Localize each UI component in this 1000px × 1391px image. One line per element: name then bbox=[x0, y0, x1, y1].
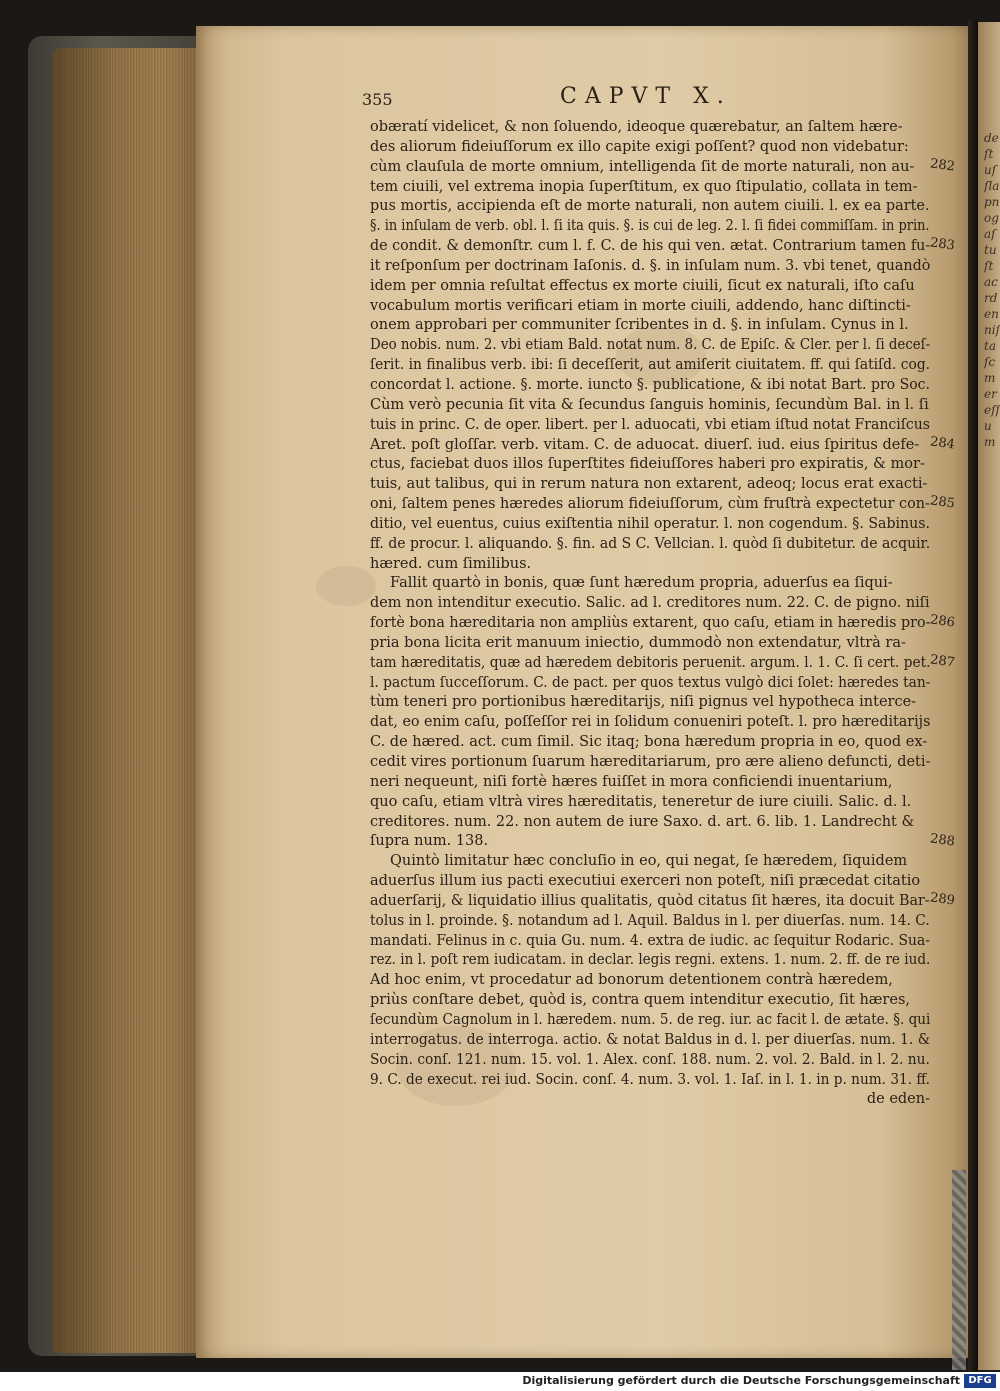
text-line: onem approbari per communiter ſcribentes in d. §. in inſulam. Cynus in l. bbox=[370, 317, 909, 334]
text-line: tuis in princ. C. de oper. libert. per l. aduocati, vbi etiam iſtud notat Franciſcus bbox=[370, 416, 931, 433]
text-line: ſecundùm Cagnolum in l. hæredem. num. 5. de reg. iur. ac facit l. de ætate. §. qui bbox=[370, 1011, 931, 1028]
text-line: concordat l. actione. §. morte. iuncto §. publicatione, & ibi notat Bart. pro Soc. bbox=[370, 376, 931, 393]
adjacent-page-text: deſtuſſlapnogaſtuſtacrdenniſtaſcmereſſum bbox=[984, 131, 1000, 449]
text-line: oni, ſaltem penes hæredes aliorum fideiuſſorum, cùm fruſtrà expectetur con- bbox=[370, 496, 930, 513]
text-line: tolus in l. proinde. §. notandum ad l. Aquil. Baldus in l. per diuerſas. num. 14. C. bbox=[370, 912, 930, 929]
text-line: priùs conſtare debet, quòd is, contra quem intenditur executio, ſit hæres, bbox=[370, 992, 910, 1009]
gutter bbox=[968, 20, 978, 1372]
text-line: aduerſus illum ius pacti executiui exerceri non poteſt, niſi præcedat citatio bbox=[370, 873, 921, 890]
text-line: tam hæreditatis, quæ ad hæredem debitoris peruenit. argum. l. 1. C. ſi cert. pet. bbox=[370, 654, 931, 671]
text-line: fortè bona hæreditaria non ampliùs extarent, quo caſu, etiam in hæredis pro- bbox=[370, 615, 931, 632]
text-line: Socin. conſ. 121. num. 15. vol. 1. Alex. conſ. 188. num. 2. vol. 2. Bald. in l. 2. nu. bbox=[370, 1051, 930, 1068]
text-line: neri nequeunt, niſi fortè hæres fuiſſet in mora conficiendi inuentarium, bbox=[370, 773, 893, 790]
text-line: ff. de procur. l. aliquando. §. fin. ad S C. Vellcian. l. quòd ſi dubitetur. de acquir. bbox=[370, 535, 931, 552]
text-line: de condit. & demonſtr. cum l. f. C. de his qui ven. ætat. Contrarium tamen fu- bbox=[370, 238, 931, 255]
text-line: Ad hoc enim, vt procedatur ad bonorum detentionem contrà hæredem, bbox=[370, 972, 893, 989]
text-line: vocabulum mortis verificari etiam in morte ciuili, addendo, hanc diſtincti- bbox=[370, 297, 911, 314]
text-line: C. de hæred. act. cum ſimil. Sic itaq; bona hæredum propria in eo, quod ex- bbox=[370, 734, 928, 751]
text-line: l. pactum ſucceſſorum. C. de pact. per quos textus vulgò dici ſolet: hæredes tan- bbox=[370, 674, 931, 691]
text-line: rez. in l. poſt rem iudicatam. in declar. legis regni. extens. 1. num. 2. ff. de re iud. bbox=[370, 952, 931, 969]
chapter-title: CAPVT X. bbox=[560, 84, 732, 109]
text-line: §. in inſulam de verb. obl. l. ſi ita quis. §. is cui de leg. 2. l. ſi fidei commiſſam. in prin. bbox=[370, 218, 930, 235]
text-line: pria bona licita erit manuum iniectio, dummodò non extendatur, vltrà ra- bbox=[370, 634, 906, 651]
text-line: ctus, faciebat duos illos ſuperſtites fideiuſſores haberi pro expiratis, & mor- bbox=[370, 456, 925, 473]
text-line: tùm teneri pro portionibus hæreditarijs, niſi pignus vel hypotheca interce- bbox=[370, 694, 917, 711]
footer-bar bbox=[0, 1372, 1000, 1391]
running-head bbox=[362, 84, 930, 118]
text-line: cedit vires portionum ſuarum hæreditariarum, pro ære alieno defuncti, deti- bbox=[370, 754, 931, 770]
page-number: 355 bbox=[362, 90, 393, 109]
margin-number: 284 bbox=[929, 433, 956, 453]
text-line: ſerit. in finalibus verb. ibi: ſi deceſſerit, aut amiſerit ciuitatem. ff. qui ſatiſd. cog. bbox=[370, 357, 931, 374]
text-line: Fallit quartò in bonis, quæ ſunt hæredum propria, aduerſus ea ſiqui- bbox=[390, 575, 893, 592]
text-line: Quintò limitatur hæc concluſio in eo, qui negat, ſe hæredem, ſiquidem bbox=[390, 853, 908, 870]
footer-credit: Digitalisierung gefördert durch die Deutsche Forschungsgemeinschaft bbox=[522, 1374, 960, 1387]
text-line: quo caſu, etiam vltrà vires hæreditatis, teneretur de iure ciuili. Salic. d. l. bbox=[370, 793, 912, 810]
text-line: it reſponſum per doctrinam Iaſonis. d. §. in inſulam num. 3. vbi tenet, quandò bbox=[370, 257, 931, 274]
bookmark-ribbon bbox=[952, 1170, 966, 1370]
text-line: mandati. Felinus in c. quia Gu. num. 4. extra de iudic. ac ſequitur Rodaric. Sua- bbox=[370, 932, 930, 949]
text-line: pus mortis, accipienda eſt de morte naturali, non autem ciuili. l. ex ea parte. bbox=[370, 198, 930, 215]
text-line: idem per omnia reſultat effectus ex morte ciuili, ſicut ex naturali, iſto caſu bbox=[370, 277, 915, 294]
body-text bbox=[370, 118, 930, 1090]
text-line: creditores. num. 22. non autem de iure Saxo. d. art. 6. lib. 1. Landrecht & bbox=[370, 813, 915, 830]
catchword: de eden- bbox=[866, 1091, 930, 1108]
margin-number: 289 bbox=[929, 890, 956, 909]
text-line: cùm clauſula de morte omnium, intelligenda ſit de morte naturali, non au- bbox=[370, 158, 915, 175]
text-line: tuis, aut talibus, qui in rerum natura non extarent, adeoq; locus erat exacti- bbox=[370, 476, 928, 493]
text-line: dem non intenditur executio. Salic. ad l. creditores num. 22. C. de pigno. niſi bbox=[370, 595, 930, 612]
text-line: hæred. cum ſimilibus. bbox=[370, 555, 532, 572]
dfg-logo: DFG bbox=[964, 1374, 996, 1388]
margin-number: 287 bbox=[929, 652, 956, 671]
text-line: ſupra num. 138. bbox=[370, 833, 489, 850]
text-line: interrogatus. de interroga. actio. & notat Baldus in d. l. per diuerſas. num. 1. & bbox=[370, 1031, 931, 1048]
text-line: Deo nobis. num. 2. vbi etiam Bald. notat num. 8. C. de Epiſc. & Cler. per l. ſi deceſ- bbox=[370, 337, 931, 354]
margin-number: 283 bbox=[929, 235, 956, 254]
text-block bbox=[362, 84, 956, 1110]
margin-number: 286 bbox=[929, 612, 956, 631]
margin-number: 285 bbox=[929, 493, 956, 512]
margin-number: 288 bbox=[929, 830, 956, 850]
text-line: obæratí videlicet, & non ſoluendo, ideoque quærebatur, an ſaltem hære- bbox=[370, 119, 903, 135]
text-line: tem ciuili, vel extrema inopia ſuperſtitum, ex quo ſtipulatio, collata in tem- bbox=[370, 178, 918, 195]
text-line: ditio, vel euentus, cuius exiſtentia nihil operatur. l. non cogendum. §. Sabinus. bbox=[370, 515, 931, 532]
text-line: 9. C. de execut. rei iud. Socin. conſ. 4. num. 3. vol. 1. Iaſ. in l. 1. in p. num. 31. ff. bbox=[370, 1071, 930, 1088]
text-line: Cùm verò pecunia ſit vita & ſecundus ſanguis hominis, ſecundùm Bal. in l. ſi bbox=[370, 396, 929, 413]
page-stack-shadow bbox=[52, 48, 212, 1353]
text-line: Aret. poſt gloſſar. verb. vitam. C. de aduocat. diuerſ. iud. eius ſpiritus defe- bbox=[370, 436, 920, 453]
text-line: aduerſarij, & liquidatio illius qualitatis, quòd citatus ſit hæres, ita docuit Bar- bbox=[370, 892, 930, 909]
margin-number: 282 bbox=[929, 156, 956, 175]
text-line: des aliorum fideiuſſorum ex illo capite exigi poſſent? quod non videbatur: bbox=[370, 138, 909, 155]
text-line: dat, eo enim caſu, poſſeſſor rei in ſolidum conueniri poteſt. l. pro hæreditarijs bbox=[370, 714, 931, 731]
